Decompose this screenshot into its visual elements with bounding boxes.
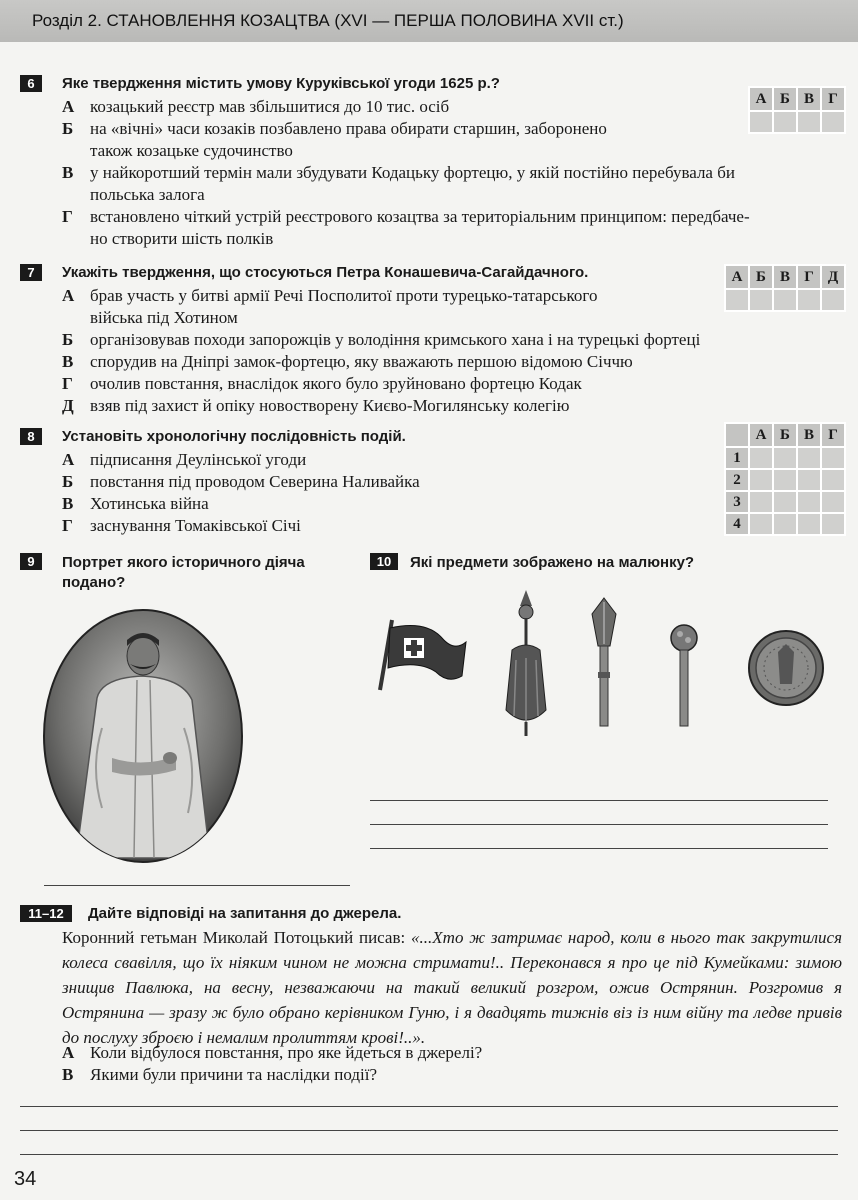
option-text-line-2: но створити шість полків (90, 229, 274, 248)
answer-cell[interactable] (725, 289, 749, 311)
grid-col-b: Б (773, 423, 797, 447)
seal-icon (749, 631, 823, 705)
q7-answer-grid (724, 264, 846, 312)
q6-option-b (62, 118, 822, 162)
page-number: 34 (14, 1168, 37, 1190)
question-10-title: Які предмети зображено на малюнку? (410, 554, 695, 571)
answer-cell[interactable] (797, 469, 821, 491)
q7-option-a (62, 285, 712, 329)
option-text: взяв під захист й опіку новостворену Києво-Могилянську колегію (90, 396, 570, 415)
answer-cell[interactable] (773, 513, 797, 535)
grid-col-d: Г (797, 265, 821, 289)
option-text-line-1: у найкоротший термін мали збудувати Кодацьку фортецю, у якій постійно перебувала би (90, 163, 735, 182)
option-text: Якими були причини та наслідки події? (90, 1065, 378, 1084)
source-quote: «...Хто ж затримає народ, коли в нього так закрутилися колеса свавілля, що їх ніяким чином не можна стримати!.. Переконався я про це під Кумейками: зимою знищив Павлюка, на весну, незважаючи на такий великий розгром, ожив Острянин. Розгромив я Острянина — зразу ж було обрано керівником Гуню, і я двадцять тижнів віз із ним війну та ледве привів до послуху зброєю і немалим пролиттям крові!..». (62, 928, 842, 1047)
question-9-title-line-1: Портрет якого історичного діяча (62, 554, 305, 571)
answer-cell[interactable] (821, 491, 845, 513)
option-text-line-1: на «вічні» часи козаків позбавлено права обирати старшин, заборонено (90, 119, 607, 138)
question-6-title: Яке твердження містить умову Куруківської угоди 1625 р.? (62, 75, 500, 92)
question-number-10: 10 (370, 553, 398, 570)
source-text (62, 925, 842, 1050)
answer-cell[interactable] (797, 289, 821, 311)
answer-cell[interactable] (749, 469, 773, 491)
portrait-image (42, 608, 244, 864)
regalia-image (366, 580, 836, 740)
grid-col-b: Б (749, 265, 773, 289)
option-text: організовував походи запорожців у володіння кримського хана і на турецькі фортеці (90, 330, 701, 349)
bunchuk-icon (506, 590, 546, 736)
option-letter: Д (62, 396, 74, 415)
option-letter: Г (62, 516, 73, 535)
option-text-line-1: встановлено чіткий устрій реєстрового козацтва за територіальним принципом: передбаче- (90, 207, 750, 226)
pernach-icon (592, 598, 616, 726)
option-text-line-2: війська під Хотином (90, 308, 238, 327)
option-text: спорудив на Дніпрі замок-фортецю, яку вважають першою відомою Січчю (90, 352, 633, 371)
answer-cell[interactable] (821, 447, 845, 469)
question-7-title: Укажіть твердження, що стосуються Петра Конашевича-Сагайдачного. (62, 264, 589, 281)
q11-answer-line-3[interactable] (20, 1154, 838, 1155)
answer-cell[interactable] (749, 289, 773, 311)
grid-col-b: Б (773, 87, 797, 111)
option-letter: Б (62, 119, 74, 138)
answer-cell[interactable] (797, 513, 821, 535)
grid-col-c: В (797, 87, 821, 111)
option-text-line-2: також козацьке судочинство (90, 141, 293, 160)
question-number-6: 6 (20, 75, 42, 92)
banner-icon (380, 620, 466, 690)
mace-icon (671, 625, 697, 726)
question-number-11-12: 11–12 (20, 905, 72, 922)
grid-col-a: А (749, 423, 773, 447)
question-number-8: 8 (20, 428, 42, 445)
option-letter: А (62, 97, 75, 116)
option-letter: А (62, 450, 75, 469)
source-intro: Коронний гетьман Миколай Потоцький писав: (62, 928, 412, 947)
option-letter: А (62, 286, 75, 305)
answer-cell[interactable] (773, 447, 797, 469)
q11-answer-line-2[interactable] (20, 1130, 838, 1131)
question-9-title-line-2: подано? (62, 574, 126, 591)
q11-answer-line-1[interactable] (20, 1106, 838, 1107)
grid-col-c: В (797, 423, 821, 447)
grid-row-4: 4 (725, 513, 749, 535)
answer-cell[interactable] (749, 111, 773, 133)
option-letter: В (62, 163, 74, 182)
answer-cell[interactable] (749, 447, 773, 469)
option-letter: В (62, 1065, 74, 1084)
option-letter: В (62, 352, 74, 371)
grid-col-d: Г (821, 423, 845, 447)
option-text: очолив повстання, внаслідок якого було зруйновано фортецю Кодак (90, 374, 582, 393)
answer-cell[interactable] (749, 513, 773, 535)
q6-answer-grid (748, 86, 846, 134)
answer-cell[interactable] (773, 491, 797, 513)
option-text: Коли відбулося повстання, про яке йдеться в джерелі? (90, 1043, 483, 1062)
grid-row-3: 3 (725, 491, 749, 513)
option-letter: Б (62, 330, 74, 349)
answer-cell[interactable] (749, 491, 773, 513)
grid-col-a: А (749, 87, 773, 111)
answer-cell[interactable] (797, 447, 821, 469)
grid-corner (725, 423, 749, 447)
q8-answer-grid (724, 422, 846, 536)
option-text: козацький реєстр мав збільшитися до 10 тис. осіб (90, 97, 450, 116)
answer-cell[interactable] (773, 469, 797, 491)
answer-cell[interactable] (821, 469, 845, 491)
option-letter: Г (62, 207, 73, 226)
option-letter: Б (62, 472, 74, 491)
grid-row-2: 2 (725, 469, 749, 491)
option-letter: А (62, 1043, 75, 1062)
option-text-line-2: польська залога (90, 185, 205, 204)
question-8-title: Установіть хронологічну послідовність подій. (62, 428, 406, 445)
answer-cell[interactable] (797, 111, 821, 133)
grid-row-1: 1 (725, 447, 749, 469)
question-number-7: 7 (20, 264, 42, 281)
portrait-answer-line[interactable] (44, 885, 350, 886)
answer-cell[interactable] (821, 513, 845, 535)
option-text: Хотинська війна (90, 494, 209, 513)
option-text: заснування Томаківської Січі (90, 516, 301, 535)
question-11-12-title: Дайте відповіді на запитання до джерела. (88, 905, 402, 922)
answer-cell[interactable] (797, 491, 821, 513)
answer-cell[interactable] (773, 289, 797, 311)
grid-col-a: А (725, 265, 749, 289)
option-text: повстання під проводом Северина Наливайка (90, 472, 420, 491)
section-header: Розділ 2. СТАНОВЛЕННЯ КОЗАЦТВА (XVI — ПЕРША ПОЛОВИНА XVII ст.) (0, 0, 858, 42)
q6-option-d (62, 206, 842, 250)
option-text: підписання Деулінської угоди (90, 450, 307, 469)
question-number-9: 9 (20, 553, 42, 570)
grid-col-c: В (773, 265, 797, 289)
grid-col-d: Г (821, 87, 845, 111)
option-letter: В (62, 494, 74, 513)
answer-cell[interactable] (773, 111, 797, 133)
answer-cell[interactable] (821, 111, 845, 133)
q10-answer-line-1[interactable] (370, 800, 828, 801)
q10-answer-line-2[interactable] (370, 824, 828, 825)
grid-col-e: Д (821, 265, 845, 289)
q10-answer-line-3[interactable] (370, 848, 828, 849)
q6-option-c (62, 162, 842, 206)
answer-cell[interactable] (821, 289, 845, 311)
option-letter: Г (62, 374, 73, 393)
option-text-line-1: брав участь у битві армії Речі Посполитої проти турецько-татарського (90, 286, 598, 305)
